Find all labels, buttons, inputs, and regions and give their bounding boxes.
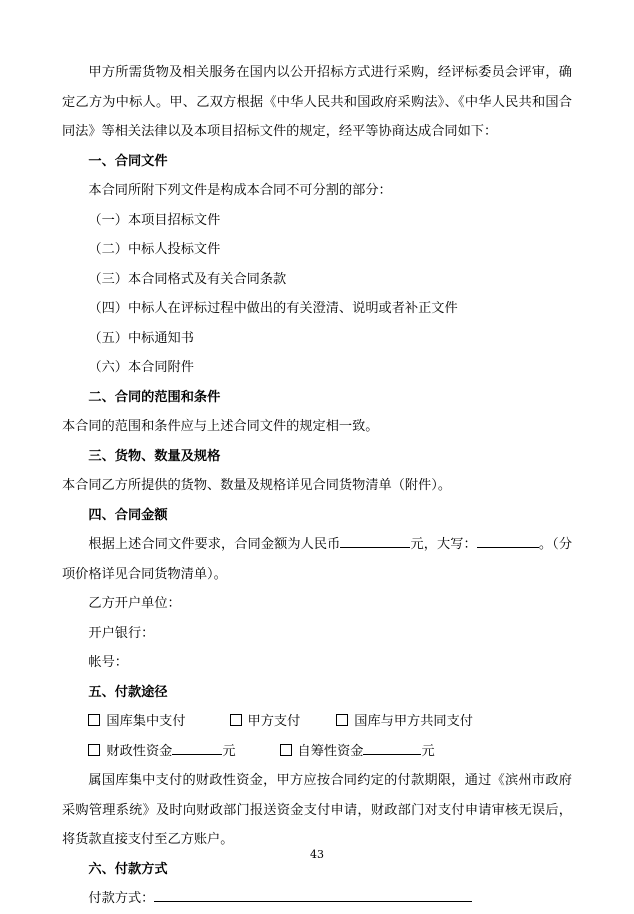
checkbox-icon[interactable] — [336, 714, 348, 726]
section-heading-1: 一、合同文件 — [88, 153, 168, 169]
contract-amount-text-2: 元，大写： — [410, 537, 477, 552]
section-1-item: （二）中标人投标文件 — [88, 242, 221, 257]
payment-option-label: 国库与甲方共同支付 — [354, 714, 473, 729]
payment-option-label: 自筹性资金 — [297, 743, 364, 759]
section-heading-4: 四、合同金额 — [88, 507, 168, 523]
checkbox-icon[interactable] — [280, 744, 292, 756]
checkbox-icon[interactable] — [88, 714, 100, 726]
document-body — [62, 58, 572, 914]
section-2-body: 本合同的范围和条件应与上述合同文件的规定相一致。 — [62, 419, 379, 434]
payment-option-unit: 元 — [222, 743, 236, 759]
contract-amount-text-3: 。（分项价格详见合同货物清单）。 — [62, 537, 573, 582]
contract-amount-text-1: 根据上述合同文件要求，合同金额为人民币 — [88, 537, 341, 552]
payment-method-blank[interactable] — [154, 901, 472, 902]
section-5-body: 属国库集中支付的财政性资金，甲方应按合同约定的付款期限，通过《滨州市政府采购管理系统》及时向财政部门报送资金支付申请，财政部门对支付申请审核无误后，将货款直接支付至乙方账户。 — [62, 773, 572, 847]
section-1-item: （五）中标通知书 — [88, 330, 194, 346]
payment-option-label: 国库集中支付 — [106, 714, 186, 729]
section-1-lead: 本合同所附下列文件是构成本合同不可分割的部分： — [88, 183, 392, 198]
section-1-item: （六）本合同附件 — [88, 360, 194, 375]
self-raised-fund-amount-blank[interactable] — [363, 754, 421, 755]
payee-account-line: 帐号： — [88, 655, 128, 670]
section-1-item: （四）中标人在评标过程中做出的有关澄清、说明或者补正文件 — [88, 301, 458, 316]
section-heading-6: 六、付款方式 — [88, 861, 168, 877]
payment-option-unit: 元 — [421, 743, 435, 759]
contract-amount-blank[interactable] — [340, 547, 410, 548]
intro-paragraph: 甲方所需货物及相关服务在国内以公开招标方式进行采购，经评标委员会评审，确定乙方为中标人。甲、乙双方根据《中华人民共和国政府采购法》、《中华人民共和国合同法》等相关法律以及本项目招标文件的规定，经平等协商达成合同如下： — [62, 65, 572, 139]
payment-method-line — [62, 884, 572, 914]
fiscal-fund-amount-blank[interactable] — [172, 754, 222, 755]
payment-channel-options-row-2 — [62, 737, 572, 767]
section-4-body — [62, 530, 572, 589]
payee-bank-line: 开户银行： — [88, 625, 155, 641]
payment-option-label: 财政性资金 — [106, 743, 173, 759]
section-1-item: （三）本合同格式及有关合同条款 — [88, 271, 287, 287]
payment-channel-options-row-1 — [62, 707, 572, 737]
checkbox-icon[interactable] — [230, 714, 242, 726]
payment-option-label: 甲方支付 — [247, 714, 301, 729]
checkbox-icon[interactable] — [88, 744, 100, 756]
payee-company-line: 乙方开户单位： — [88, 596, 181, 611]
section-heading-2: 二、合同的范围和条件 — [88, 389, 221, 405]
section-1-item: （一）本项目招标文件 — [88, 212, 221, 228]
payment-method-label: 付款方式： — [88, 891, 155, 906]
contract-amount-uppercase-blank[interactable] — [477, 547, 539, 548]
page-number: 43 — [310, 848, 324, 861]
section-3-body: 本合同乙方所提供的货物、数量及规格详见合同货物清单（附件）。 — [62, 478, 452, 493]
section-heading-5: 五、付款途径 — [88, 684, 168, 700]
section-heading-3: 三、货物、数量及规格 — [88, 448, 221, 464]
